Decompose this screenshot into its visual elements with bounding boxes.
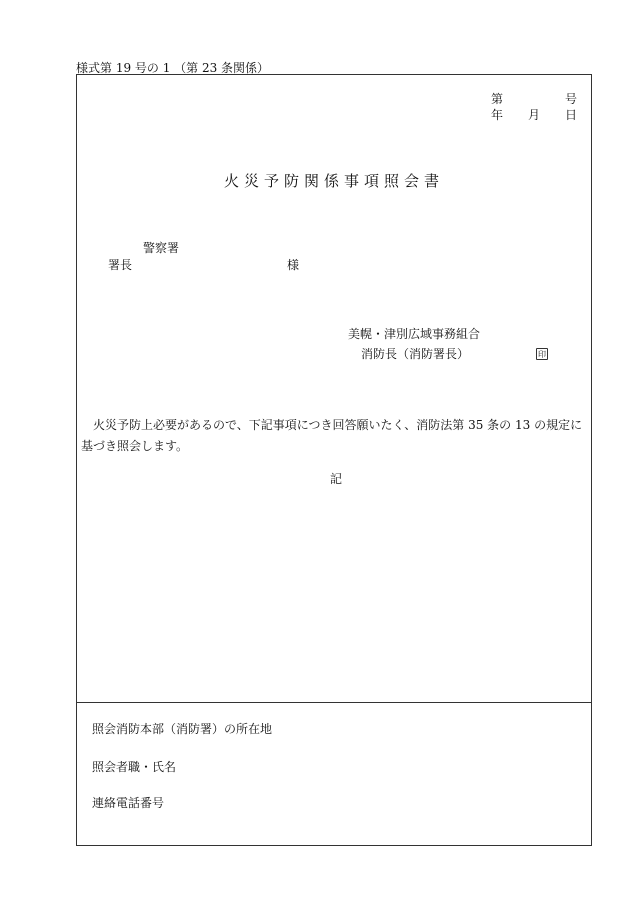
section-divider — [77, 702, 591, 703]
addressee-chief: 署長 — [108, 258, 133, 272]
footer-phone-label: 連絡電話番号 — [92, 796, 165, 810]
record-mark: 記 — [330, 472, 343, 486]
date-day: 日 — [565, 108, 578, 122]
addressee-police-station: 警察署 — [143, 241, 180, 255]
addressee-honorific: 様 — [287, 258, 300, 272]
form-number: 様式第 19 号の 1 （第 23 条関係） — [76, 61, 270, 75]
body-text: 火災予防上必要があるので、下記事項につき回答願いたく、消防法第 35 条の 13 の規定に基づき照会します。 — [81, 418, 583, 453]
sender-organization: 美幌・津別広域事務組合 — [348, 327, 481, 341]
document-title: 火災予防関係事項照会書 — [223, 172, 444, 190]
date-month: 月 — [528, 108, 541, 122]
document-number-prefix: 第 — [491, 92, 504, 106]
footer-address-label: 照会消防本部（消防署）の所在地 — [92, 722, 273, 736]
document-number-suffix: 号 — [565, 92, 578, 106]
form-frame — [76, 74, 592, 846]
sender-title: 消防長（消防署長） — [361, 347, 470, 361]
seal-mark: 印 — [538, 350, 546, 359]
date-year: 年 — [491, 108, 504, 122]
footer-name-label: 照会者職・氏名 — [92, 760, 177, 774]
